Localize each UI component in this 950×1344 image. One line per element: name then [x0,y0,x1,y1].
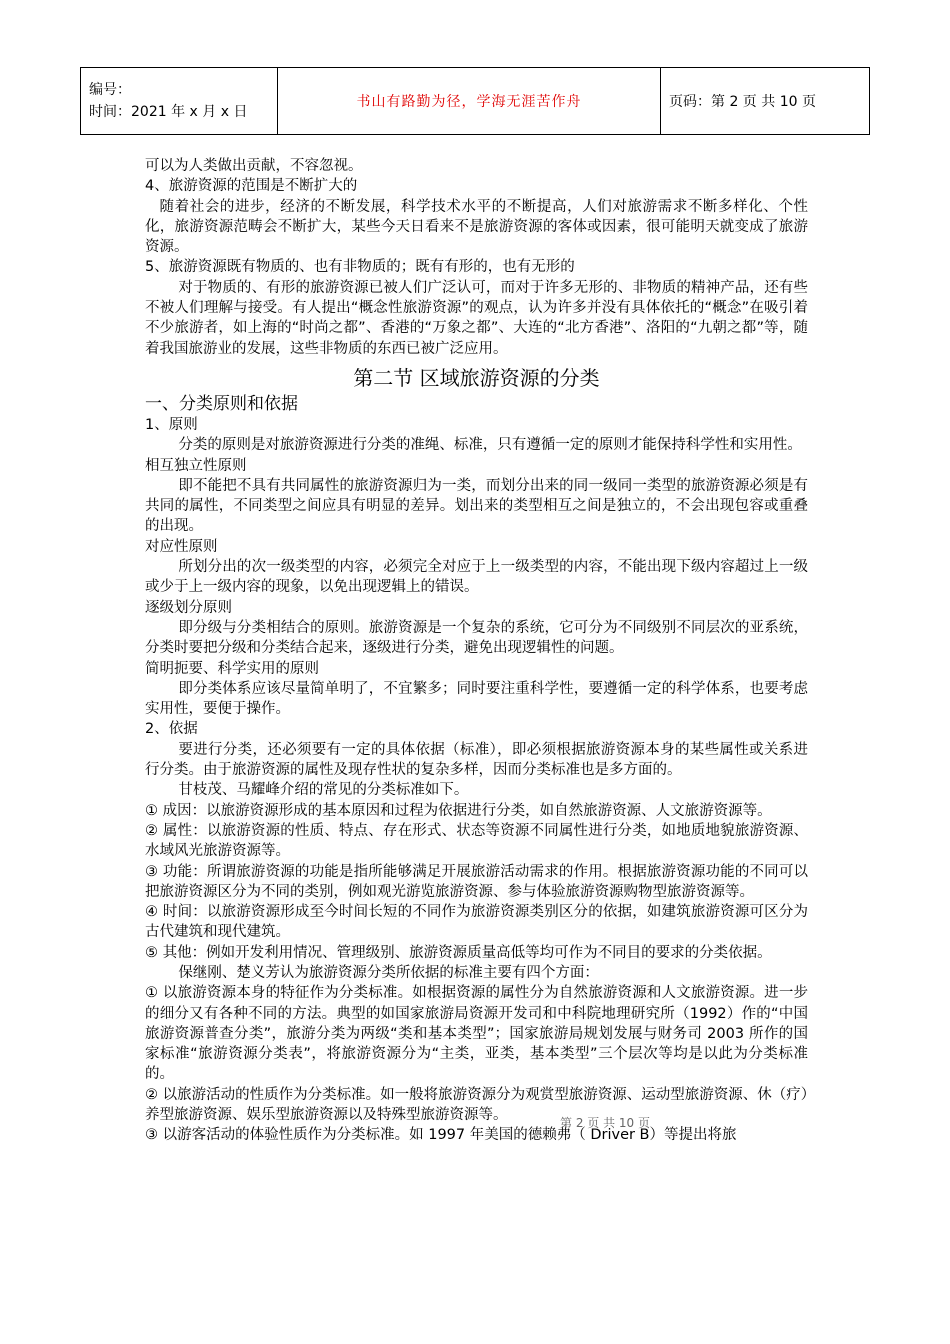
paragraph: 所划分出的次一级类型的内容，必须完全对应于上一级类型的内容，不能出现下级内容超过上一级或少于上一级内容的现象，以免出现逻辑上的错误。 [145,559,808,596]
paragraph: 即分级与分类相结合的原则。旅游资源是一个复杂的系统，它可分为不同级别不同层次的亚系统，分类时要把分级和分类结合起来，逐级进行分类，避免出现逻辑性的问题。 [145,619,808,657]
paragraph: ③ 功能：所谓旅游资源的功能是指所能够满足开展旅游活动需求的作用。根据旅游资源功能的不同可以把旅游资源区分为不同的类别，例如观光游览旅游资源、参与体验旅游资源购物型旅游资源等。 [145,863,808,900]
paragraph: ① 以旅游资源本身的特征作为分类标准。如根据资源的属性分为自然旅游资源和人文旅游资源。进一步的细分又有各种不同的方法。典型的如国家旅游局资源开发司和中科院地理研究所（1992）作的“中国旅游资源普查分类”，旅游分类为两级“类和基本类型”；国家旅游局规划发展与财务司 2003 所作的国家标准“旅游资源分类表”，将旅游资源分为“主类，亚类，基本类型”三个层次等均是以此为分类标准的。 [145,985,808,1083]
paragraph: 相互独立性原则 [145,457,247,474]
document-body [145,156,808,1146]
paragraph: 对应性原则 [145,538,218,555]
paragraph: 2、依据 [145,721,198,738]
paragraph: 简明扼要、科学实用的原则 [145,660,319,677]
paragraph: 5、旅游资源既有物质的、也有非物质的；既有有形的，也有无形的 [145,259,575,276]
serial-number-label: 编号： [89,82,131,98]
paragraph: ⑤ 其他：例如开发利用情况、管理级别、旅游资源质量高低等均可作为不同目的要求的分类依据。 [145,944,772,961]
document-header [80,67,870,135]
paragraph: ① 成因：以旅游资源形成的基本原因和过程为依据进行分类，如自然旅游资源、人文旅游资源等。 [145,802,772,819]
paragraph: ② 属性：以旅游资源的性质、特点、存在形式、状态等资源不同属性进行分类，如地质地貌旅游资源、水域风光旅游资源等。 [145,822,808,860]
paragraph: 4、旅游资源的范围是不断扩大的 [145,178,358,195]
paragraph: 分类的原则是对旅游资源进行分类的准绳、标准，只有遵循一定的原则才能保持科学性和实用性。 [178,437,802,454]
paragraph: 保继刚、楚义芳认为旅游资源分类所依据的标准主要有四个方面： [178,964,599,981]
paragraph: 对于物质的、有形的旅游资源已被人们广泛认可，而对于许多无形的、非物质的精神产品，还有些不被人们理解与接受。有人提出“概念性旅游资源”的观点，认为许多并没有具体依托的“概念”在吸引着不少旅游者，如上海的“时尚之都”、香港的“万象之都”、大连的“北方香港”、洛阳的“九朝之都”等，随着我国旅游业的发展，这些非物质的东西已被广泛应用。 [145,279,808,357]
paragraph: 可以为人类做出贡献，不容忽视。 [145,158,363,174]
paragraph: 逐级划分原则 [145,599,232,616]
section-title: 第二节 区域旅游资源的分类 [353,365,600,390]
section-heading: 一、分类原则和依据 [145,393,298,414]
page-watermark: 第 2 页 共 10 页 [560,1116,650,1130]
header-meta [81,68,278,135]
paragraph: ④ 时间：以旅游资源形成至今时间长短的不同作为旅游资源类别区分的依据，如建筑旅游资源可区分为古代建筑和现代建筑。 [145,904,808,941]
paragraph: ② 以旅游活动的性质作为分类标准。如一般将旅游资源分为观赏型旅游资源、运动型旅游资源、休（疗）养型旅游资源、娱乐型旅游资源以及特殊型旅游资源等。 [145,1086,808,1124]
header-motto: 书山有路勤为径，学海无涯苦作舟 [278,68,661,135]
paragraph: 甘枝茂、马耀峰介绍的常见的分类标准如下。 [178,782,469,799]
paragraph: 即不能把不具有共同属性的旅游资源归为一类，而划分出来的同一级同一类型的旅游资源必须是有共同的属性，不同类型之间应具有明显的差异。划出来的类型相互之间是独立的，不会出现包容或重叠的出现。 [145,477,808,535]
date-label: 时间：2021 年 x 月 x 日 [89,104,248,120]
paragraph: 要进行分类，还必须要有一定的具体依据（标准），即必须根据旅游资源本身的某些属性或关系进行分类。由于旅游资源的属性及现存性状的复杂多样，因而分类标准也是多方面的。 [145,741,808,779]
paragraph: 即分类体系应该尽量简单明了，不宜繁多；同时要注重科学性，要遵循一定的科学体系，也要考虑实用性，要便于操作。 [145,680,808,718]
page-info: 页码：第 2 页 共 10 页 [661,68,870,135]
paragraph: ③ 以游客活动的体验性质作为分类标准。如 1997 年美国的德赖弗（ Driver B）等提出将旅 [145,1127,737,1144]
paragraph: 随着社会的进步，经济的不断发展，科学技术水平的不断提高，人们对旅游需求不断多样化、个性化，旅游资源范畴会不断扩大，某些今天日看来不是旅游资源的客体或因素，很可能明天就变成了旅游资源。 [145,198,808,256]
paragraph: 1、原则 [145,416,198,433]
